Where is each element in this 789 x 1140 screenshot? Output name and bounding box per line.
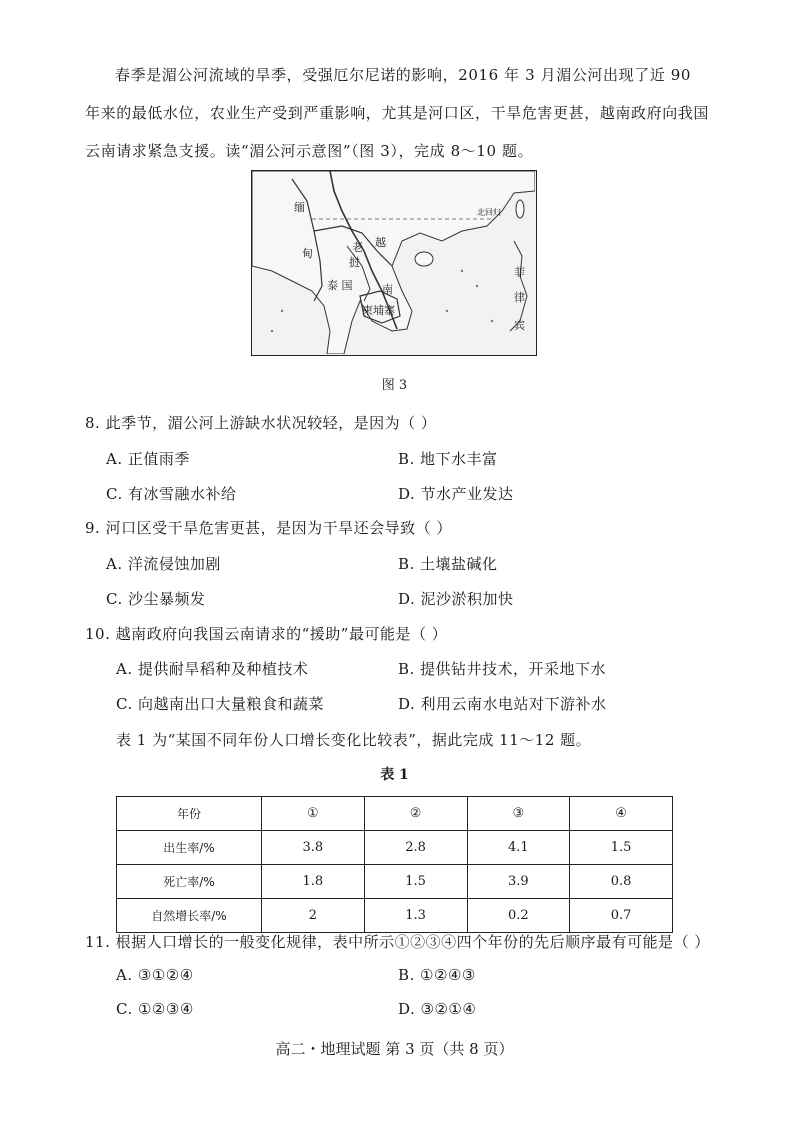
table-header-cell: ④ bbox=[570, 797, 673, 831]
map-drawing bbox=[252, 171, 535, 354]
table-cell: 3.9 bbox=[467, 865, 570, 899]
question-10-option-b: B. 提供钻井技术，开采地下水 bbox=[398, 660, 607, 678]
question-10-option-d: D. 利用云南水电站对下游补水 bbox=[398, 695, 607, 713]
label-philippines-3: 宾 bbox=[514, 319, 525, 332]
hainan-island bbox=[415, 252, 433, 266]
table-cell: 2 bbox=[262, 899, 365, 933]
table-cell: 0.7 bbox=[570, 899, 673, 933]
table-header-cell: ③ bbox=[467, 797, 570, 831]
table-row bbox=[117, 831, 673, 865]
question-11-option-c: C. ①②③④ bbox=[116, 1000, 194, 1018]
table-cell: 0.2 bbox=[467, 899, 570, 933]
table-header-cell: ② bbox=[364, 797, 467, 831]
table-header-cell: ① bbox=[262, 797, 365, 831]
label-thailand: 泰 国 bbox=[327, 279, 353, 292]
figure-caption: 图 3 bbox=[381, 378, 408, 393]
question-8-option-a: A. 正值雨季 bbox=[106, 450, 190, 468]
question-10-stem: 10. 越南政府向我国云南请求的“援助”最可能是（ ） bbox=[85, 625, 448, 643]
label-burma-2: 甸 bbox=[302, 247, 313, 260]
question-9-option-a: A. 洋流侵蚀加剧 bbox=[106, 555, 221, 573]
question-8-option-c: C. 有冰雪融水补给 bbox=[106, 485, 237, 503]
intro-paragraph: 春季是湄公河流域的旱季，受强厄尔尼诺的影响，2016 年 3 月湄公河出现了近 90 年来的最低水位，农业生产受到严重影响，尤其是河口区，干旱危害更甚，越南政府向我国云南请求紧急支援。读“湄公河示意图”（图 3），完成 8～10 题。 bbox=[85, 66, 710, 160]
philippines-outline bbox=[510, 241, 527, 331]
label-vietnam-2: 南 bbox=[382, 283, 393, 296]
label-philippines-1: 菲 bbox=[514, 266, 525, 279]
table-title: 表 1 bbox=[380, 767, 409, 783]
question-9-option-c: C. 沙尘暴频发 bbox=[106, 590, 206, 608]
table-row bbox=[117, 899, 673, 933]
question-10-option-c: C. 向越南出口大量粮食和蔬菜 bbox=[116, 695, 324, 713]
table-cell: 4.1 bbox=[467, 831, 570, 865]
table-cell: 1.8 bbox=[262, 865, 365, 899]
table-intro: 表 1 为“某国不同年份人口增长变化比较表”，据此完成 11～12 题。 bbox=[116, 731, 592, 749]
question-9-stem: 9. 河口区受干旱危害更甚，是因为干旱还会导致（ ） bbox=[85, 519, 452, 537]
table-row-label: 自然增长率/% bbox=[117, 899, 262, 933]
question-8-option-d: D. 节水产业发达 bbox=[398, 485, 514, 503]
label-laos-1: 老 bbox=[352, 241, 363, 254]
question-10-option-a: A. 提供耐旱稻种及种植技术 bbox=[116, 660, 309, 678]
taiwan-island bbox=[516, 200, 524, 218]
label-vietnam-1: 越 bbox=[375, 236, 386, 249]
label-burma-1: 缅 bbox=[294, 201, 305, 214]
page-footer: 高二・地理试题 第 3 页（共 8 页） bbox=[275, 1040, 514, 1058]
mainland-outline bbox=[252, 171, 535, 354]
table-header-row bbox=[117, 797, 673, 831]
table-cell: 0.8 bbox=[570, 865, 673, 899]
question-11-option-b: B. ①②④③ bbox=[398, 966, 476, 984]
table-cell: 1.3 bbox=[364, 899, 467, 933]
table-cell: 1.5 bbox=[364, 865, 467, 899]
question-11-option-d: D. ③②①④ bbox=[398, 1000, 477, 1018]
question-11-option-a: A. ③①②④ bbox=[116, 966, 194, 984]
question-11-stem: 11. 根据人口增长的一般变化规律，表中所示①②③④四个年份的先后顺序最有可能是（ ） bbox=[85, 933, 710, 951]
question-9-option-d: D. 泥沙淤积加快 bbox=[398, 590, 514, 608]
label-laos-2: 挝 bbox=[349, 256, 360, 269]
table-cell: 3.8 bbox=[262, 831, 365, 865]
question-9-option-b: B. 土壤盐碱化 bbox=[398, 555, 498, 573]
table-row bbox=[117, 865, 673, 899]
table-cell: 1.5 bbox=[570, 831, 673, 865]
population-table bbox=[116, 796, 673, 933]
label-philippines-2: 律 bbox=[514, 291, 525, 304]
label-tropic: 北回归 bbox=[477, 208, 501, 217]
table-cell: 2.8 bbox=[364, 831, 467, 865]
table-header-cell: 年份 bbox=[117, 797, 262, 831]
table-row-label: 出生率/% bbox=[117, 831, 262, 865]
label-cambodia: 柬埔寨 bbox=[362, 304, 395, 317]
table-row-label: 死亡率/% bbox=[117, 865, 262, 899]
question-8-stem: 8. 此季节，湄公河上游缺水状况较轻，是因为（ ） bbox=[85, 414, 437, 432]
mekong-map bbox=[251, 170, 537, 356]
question-8-option-b: B. 地下水丰富 bbox=[398, 450, 498, 468]
